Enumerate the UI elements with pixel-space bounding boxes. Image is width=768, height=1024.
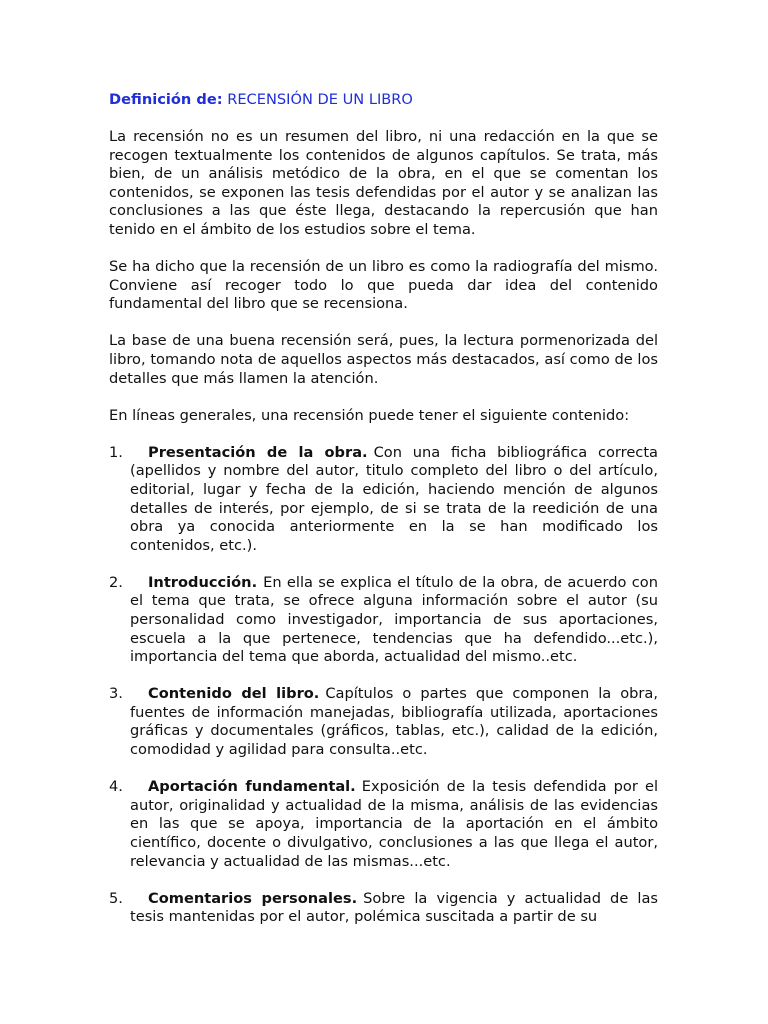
list-item-heading: Aportación fundamental. [148, 778, 356, 796]
list-item [109, 890, 658, 927]
paragraph: Se ha dicho que la recensión de un libro es como la radiografía del mismo. Conviene así recoger todo lo que pueda dar idea del contenido fundamental del libro que se recensiona. [109, 258, 658, 313]
list-item-number: 3. [109, 685, 123, 703]
list-item-heading: Introducción. [148, 573, 258, 591]
list-item-heading: Presentación de la obra. [148, 443, 368, 461]
paragraph: En líneas generales, una recensión puede tener el siguiente contenido: [109, 406, 630, 424]
list-item-text: Capítulos o partes que componen la obra, fuentes de información manejadas, bibliografía utilizada, aportaciones gráficas y documentales (gráficos, tablas, etc.), calidad de la edición, comodidad y agilidad para consulta..etc. [130, 685, 659, 759]
list-item-number: 1. [109, 443, 123, 461]
list-item-text: Con una ficha bibliográfica correcta (apellidos y nombre del autor, titulo completo del libro o del artículo, editorial, lugar y fecha de la edición, haciendo mención de algunos detalles de interés, por ejemplo, de si se trata de la reedición de una obra ya conocida anteriormente en la se han modificado los contenidos, etc.). [130, 443, 658, 554]
content-list [109, 444, 658, 927]
list-item-number: 4. [109, 778, 123, 796]
title-text: RECENSIÓN DE UN LIBRO [222, 91, 413, 108]
document-page [109, 90, 658, 945]
paragraph: La recensión no es un resumen del libro, ni una redacción en la que se recogen textualmente los contenidos de algunos capítulos. Se trata, más bien, de un análisis metódico de la obra, en el que se comentan los contenidos, se exponen las tesis defendidas por el autor y se analizan las conclusiones a las que éste llega, destacando la repercusión que han tenido en el ámbito de los estudios sobre el tema. [109, 128, 658, 238]
list-item [109, 685, 658, 759]
document-title [109, 90, 658, 110]
list-item-heading: Contenido del libro. [148, 685, 320, 703]
title-prefix: Definición de: [109, 91, 223, 108]
list-item-text: En ella se explica el título de la obra, de acuerdo con el tema que trata, se ofrece alguna información sobre el autor (su personalidad como investigador, importancia de sus aportaciones, escuela a la que pertenece, tendencias que ha defendido...etc.), importancia del tema que aborda, actualidad del mismo..etc. [130, 573, 658, 666]
list-item [109, 574, 658, 667]
paragraph: La base de una buena recensión será, pues, la lectura pormenorizada del libro, tomando nota de aquellos aspectos más destacados, así como de los detalles que más llamen la atención. [109, 332, 658, 387]
list-item-number: 2. [109, 573, 123, 591]
list-item [109, 778, 658, 871]
list-item-text: Exposición de la tesis defendida por el autor, originalidad y actualidad de la misma, análisis de las evidencias en las que se apoya, importancia de la aportación en el ámbito científico, docente o divulgativo, conclusiones a las que llega el autor, relevancia y actualidad de las mismas...etc. [130, 778, 658, 870]
list-item [109, 444, 658, 556]
list-item-text: Sobre la vigencia y actualidad de las tesis mantenidas por el autor, polémica suscitada a partir de su [130, 889, 659, 926]
list-item-heading: Comentarios personales. [148, 889, 358, 907]
list-item-number: 5. [109, 889, 123, 907]
